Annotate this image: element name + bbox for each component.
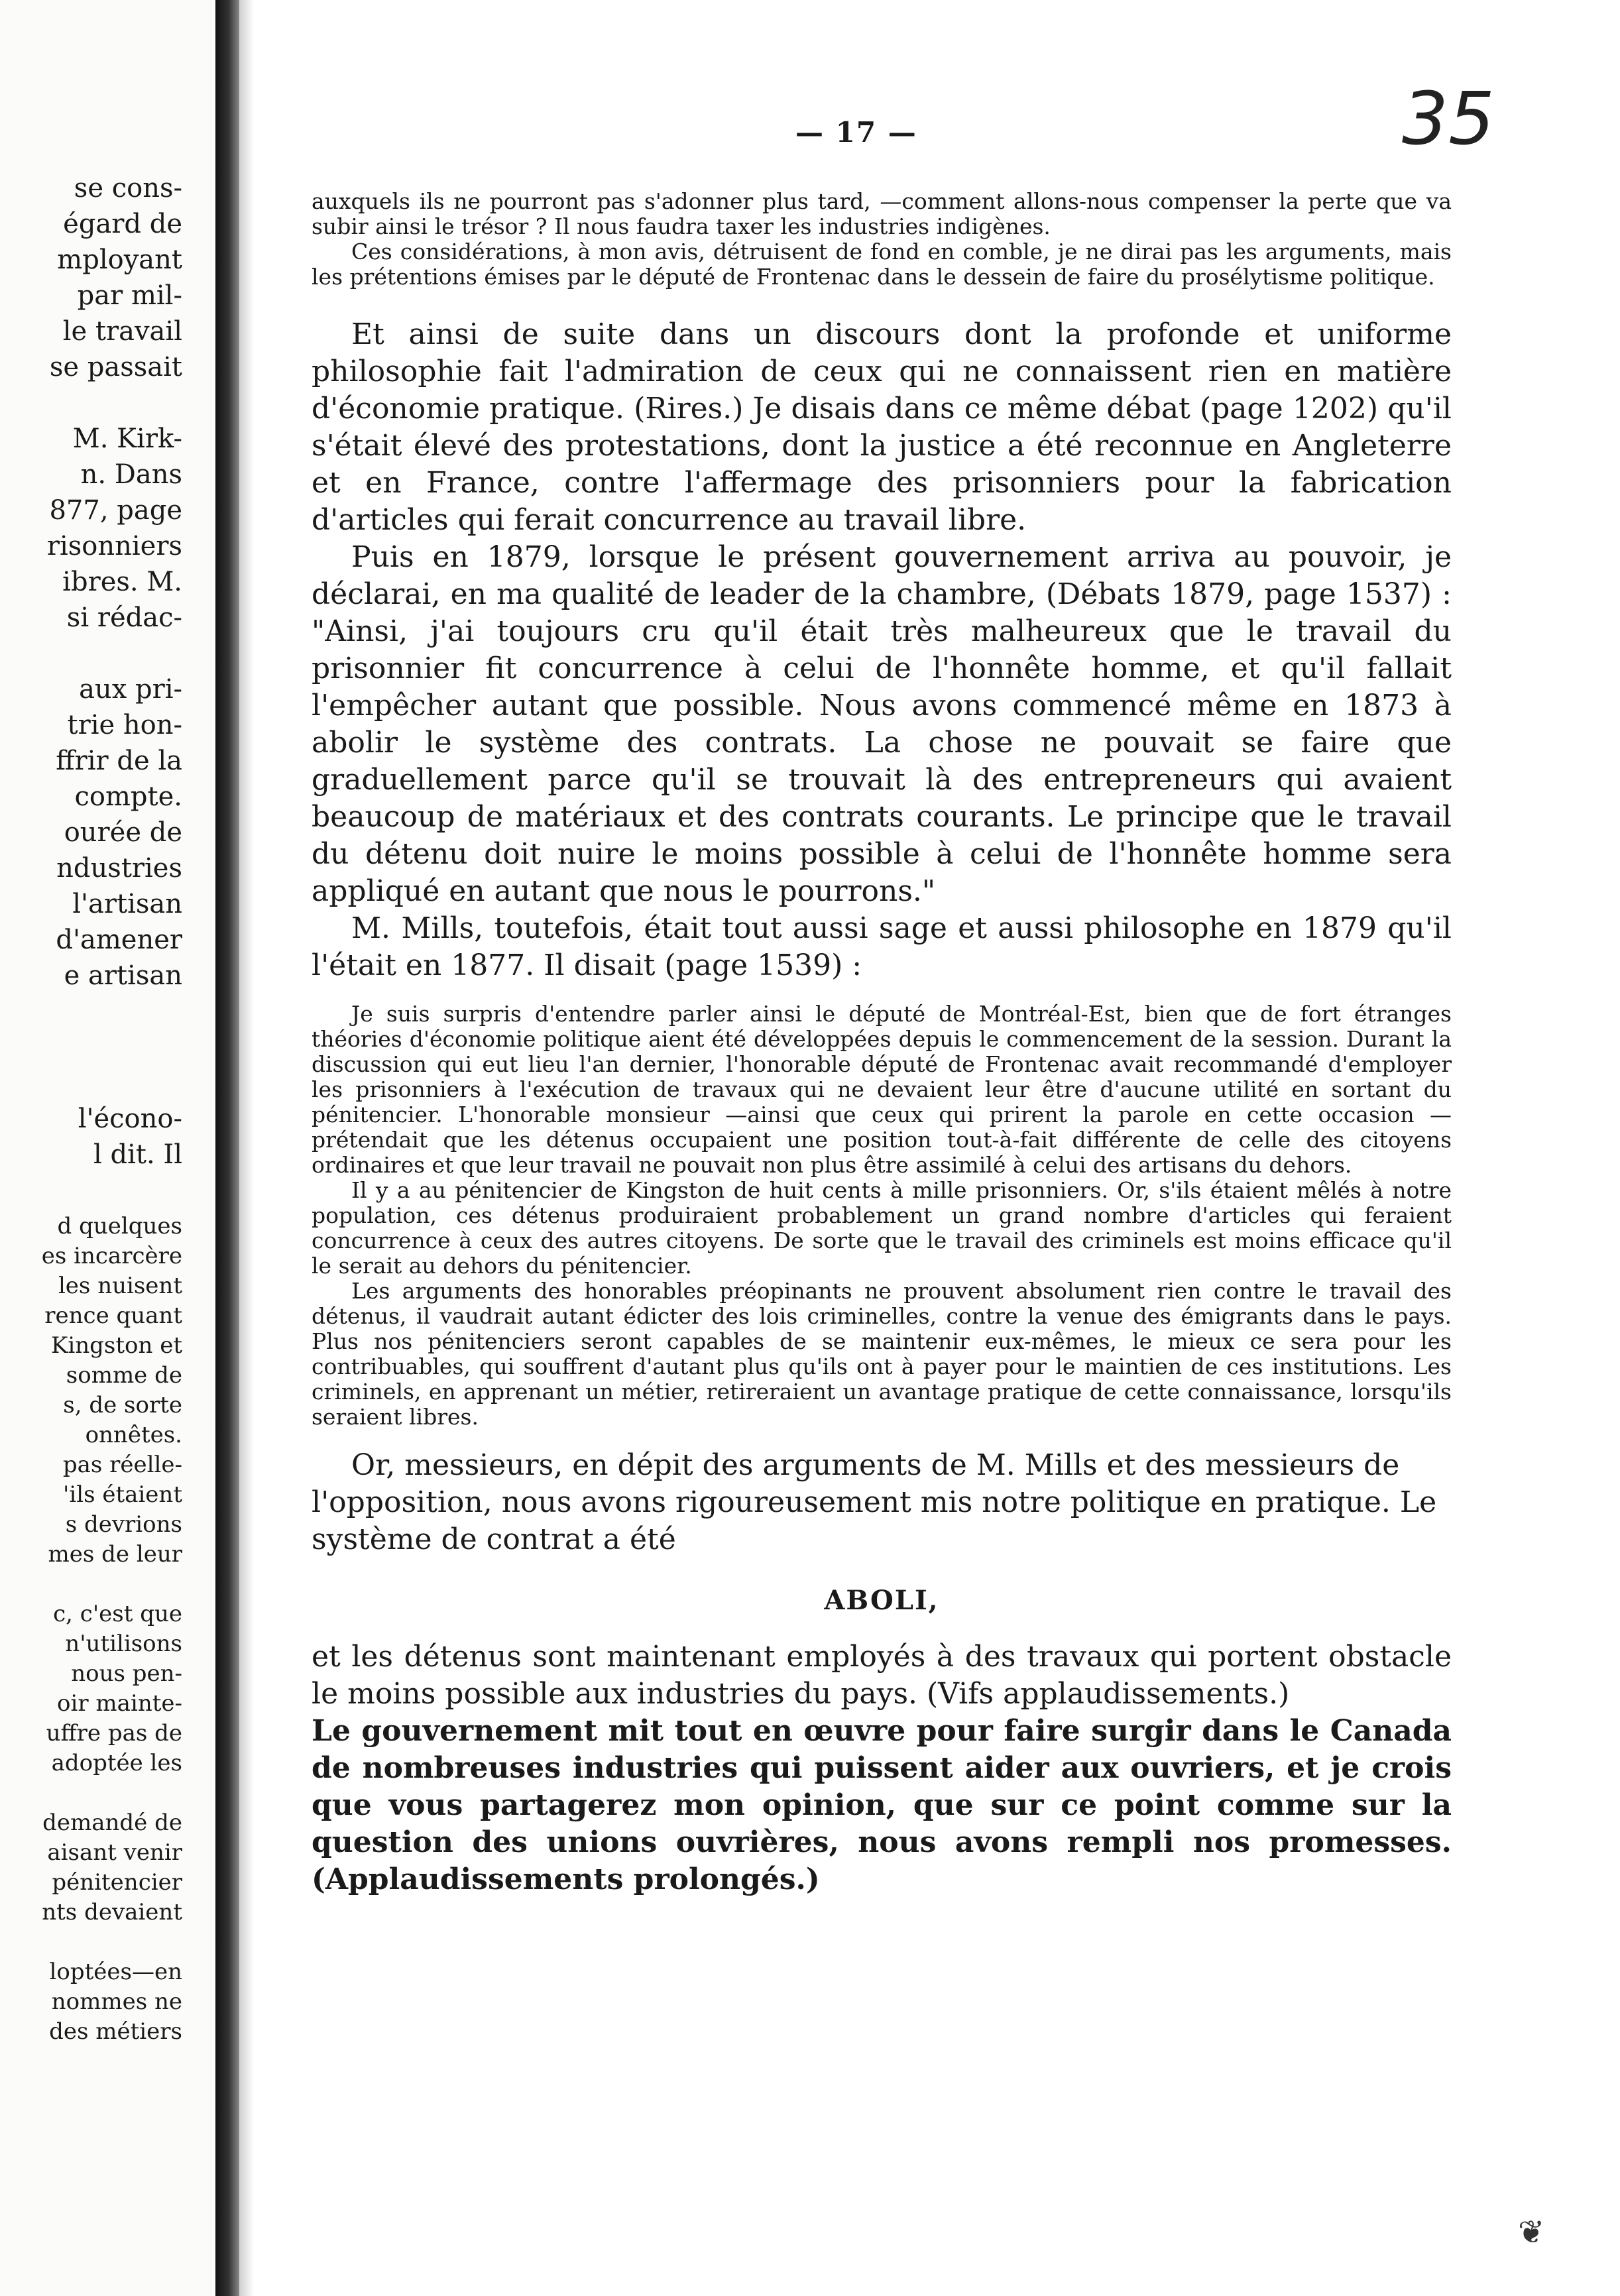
facing-page-line: s devrions [65,1511,182,1538]
printer-ornament: ❦ [1518,2214,1545,2251]
facing-page-line: l dit. Il [93,1139,182,1170]
body-section-2 [312,1447,1452,1558]
facing-page-line: uffre pas de [46,1720,182,1747]
facing-page-line: n. Dans [80,459,182,490]
quote-paragraph: auxquels ils ne pourront pas s'adonner plus tard, —comment allons-nous compenser la perte que va subir ainsi le trésor ? Il nous faudra taxer les industries indigènes. [312,188,1452,239]
facing-page-line: l'artisan [72,889,182,919]
facing-page-line: adoptée les [51,1750,182,1776]
quote-paragraph: Les arguments des honorables préopinants ne prouvent absolument rien contre le travail des détenus, il vaudrait autant édicter des lois criminelles, contre la venue des émigrants dans le pays. Plus nos pénitenciers seront capables de se maintenir eux-mêmes, le mieux ce sera pour les contribuables, qui souffrent d'autant plus qu'ils ont à payer pour le maintien de ces institutions. Les criminels, en apprenant un métier, retireraient un avantage pratique de cette connaissance, lorsqu'ils seraient libres. [312,1278,1452,1430]
facing-page-line: Kingston et [50,1332,182,1359]
body-paragraph: M. Mills, toutefois, était tout aussi sage et aussi philosophe en 1879 qu'il l'était en 1877. Il disait (page 1539) : [312,911,1452,982]
body-section-3 [312,1638,1452,1898]
section-heading: ABOLI, [824,1585,939,1616]
facing-page-line: compte. [74,781,182,812]
body-paragraph-bold: Le gouvernement mit tout en œuvre pour faire surgir dans le Canada de nombreuses industries qui puissent aider aux ouvriers, et je crois que vous partagerez mon opinion, que sur ce point comme sur la question des unions ouvrières, nous avons rempli nos promesses. (Applaudissements prolongés.) [312,1714,1452,1896]
facing-page-line: le travail [62,316,182,347]
book-gutter [215,0,239,2296]
body-paragraph: Et ainsi de suite dans un discours dont la profonde et uniforme philosophie fait l'admiration de ceux qui ne connaissent rien en matière d'économie pratique. (Rires.) Je disais dans ce même débat (page 1202) qu'il s'était élevé des protestations, dont la justice a été reconnue en Angleterre et en France, contre l'affermage des prisonniers pour la fabrication d'articles qui ferait concurrence au travail libre. [312,317,1452,537]
body-paragraph: Or, messieurs, en dépit des arguments de M. Mills et des messieurs de l'opposition, nous avons rigoureusement mis notre politique en pratique. Le système de contrat a été [312,1448,1437,1556]
facing-page-line: d quelques [57,1213,182,1239]
facing-page-line: somme de [66,1362,182,1389]
page-number: — 17 — [795,116,917,148]
facing-page-line: égard de [63,209,182,239]
facing-page-line: e artisan [64,960,182,991]
facing-page-line: es incarcère [41,1243,182,1269]
handwritten-folio-number: 35 [1402,76,1495,161]
facing-page-line: si rédac- [66,603,182,633]
facing-page-line: nts devaient [42,1899,182,1925]
facing-page-line: M. Kirk- [72,424,182,454]
facing-page-line: loptées—en [49,1959,182,1985]
facing-page-line: 877, page [49,495,182,526]
facing-page-line: ibres. M. [62,567,182,597]
facing-page-line: aisant venir [47,1839,182,1866]
facing-page-line: nous pen- [71,1660,182,1687]
facing-page-line: se passait [49,352,182,382]
quote-block-1 [312,189,1452,290]
facing-page-line: des métiers [49,2018,182,2045]
gutter-shadow [239,0,254,2296]
facing-page-line: rence quant [44,1302,182,1329]
facing-page-line: par mil- [77,280,182,311]
quote-block-2 [312,1002,1452,1430]
facing-page-line: les nuisent [58,1273,182,1299]
facing-page-line: d'amener [56,925,182,955]
facing-page-line: 'ils étaient [63,1481,182,1508]
facing-page-line: risonniers [46,531,182,561]
facing-page-line: pas réelle- [62,1452,182,1478]
facing-page-line: onnêtes. [85,1422,182,1448]
facing-page-line: ourée de [64,817,182,848]
body-paragraph: et les détenus sont maintenant employés à des travaux qui portent obstacle le moins possible aux industries du pays. (Vifs applaudissements.) [312,1640,1452,1711]
facing-page-line: c, c'est que [53,1601,182,1627]
quote-paragraph: Il y a au pénitencier de Kingston de huit cents à mille prisonniers. Or, s'ils étaient mêlés à notre population, ces détenus produiraient probablement un grand nombre d'articles qui feraient concurrence à ceux des autres citoyens. De sorte que le travail des criminels est moins efficace qu'il le serait au dehors du pénitencier. [312,1177,1452,1279]
body-section-1 [312,316,1452,984]
facing-page-line: demandé de [42,1809,182,1836]
quote-paragraph: Je suis surpris d'entendre parler ainsi le député de Montréal-Est, bien que de fort étranges théories d'économie politique aient été développées depuis le commencement de la session. Durant la discussion qui eut lieu l'an dernier, l'honorable député de Frontenac avait recommandé d'employer les prisonniers à l'exécution de travaux qui ne devaient leur être d'aucune utilité en sortant du pénitencier. L'honorable monsieur —ainsi que ceux qui prirent la parole en cette occasion —prétendait que les détenus occupaient une position tout-à-fait différente de celle des citoyens ordinaires et que leur travail ne pouvait non plus être assimilé à celui des artisans du dehors. [312,1001,1452,1178]
facing-page-line: pénitencier [52,1869,182,1896]
facing-page-line: trie hon- [67,710,182,740]
facing-page-line: se cons- [74,173,182,203]
body-paragraph: Puis en 1879, lorsque le présent gouvernement arriva au pouvoir, je déclarai, en ma qualité de leader de la chambre, (Débats 1879, page 1537) : "Ainsi, j'ai toujours cru qu'il était très malheureux que le travail du prisonnier fit concurrence à celui de l'honnête homme, et qu'il fallait l'empêcher autant que possible. Nous avons commencé même en 1873 à abolir le système des contrats. La chose ne pouvait se faire que graduellement parce qu'il se trouvait là des entrepreneurs qui avaient beaucoup de matériaux et des contrats courants. Le principe que le travail du détenu doit nuire le moins possible à celui de l'honnête homme sera appliqué en autant que nous le pourrons." [312,540,1452,908]
quote-paragraph: Ces considérations, à mon avis, détruisent de fond en comble, je ne dirai pas les arguments, mais les prétentions émises par le député de Frontenac dans le dessein de faire du prosélytisme politique. [312,239,1452,290]
facing-page-line: mes de leur [48,1541,182,1568]
facing-page-line: l'écono- [78,1104,182,1134]
facing-page-line: nommes ne [51,1988,182,2015]
facing-page-line: n'utilisons [65,1631,182,1657]
facing-page-line: mployant [57,245,182,275]
facing-page-edge [0,0,212,2296]
facing-page-line: oir mainte- [57,1690,182,1717]
facing-page-line: ndustries [56,853,182,884]
facing-page-line: aux pri- [79,674,182,705]
page-body [312,189,1452,1898]
facing-page-line: ffrir de la [56,746,182,776]
facing-page-line: s, de sorte [63,1392,182,1418]
